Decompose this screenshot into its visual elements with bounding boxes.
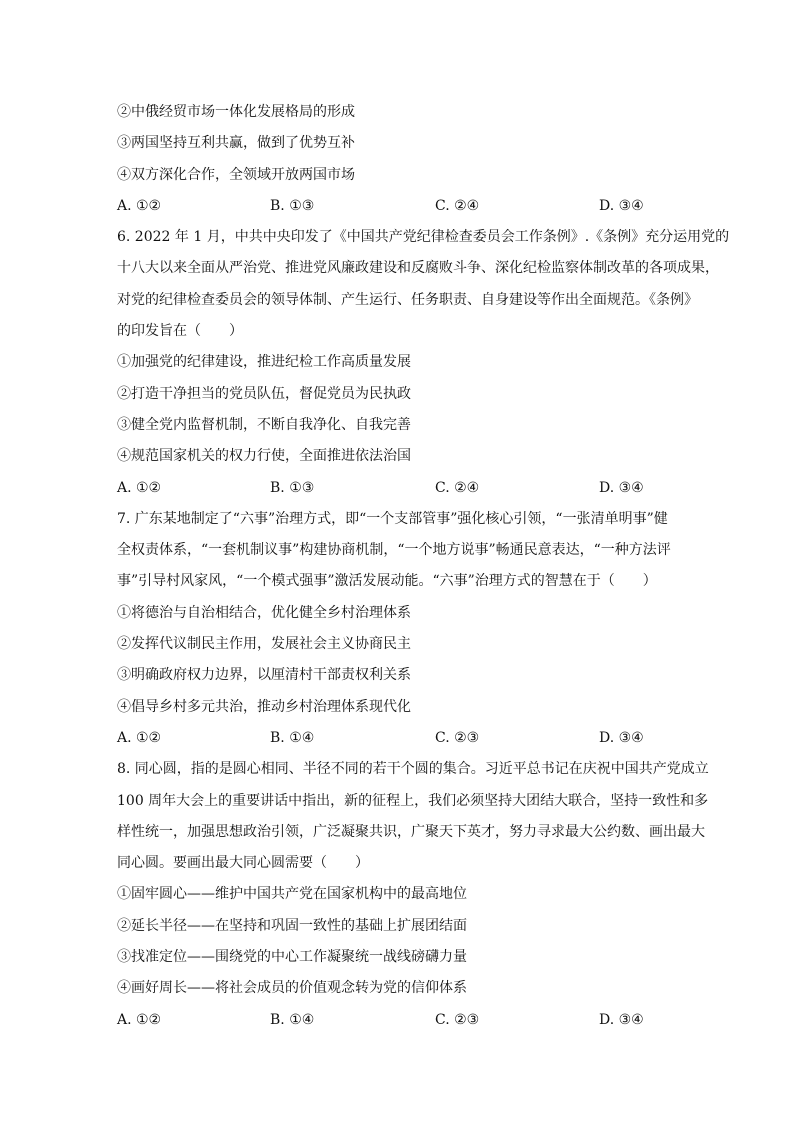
q6-option-d[interactable]: D. ③④ (599, 479, 644, 496)
q7-stem-line: 7. 广东某地制定了“六事”治理方式，即“一个支部管事”强化核心引领，“一张清单明事”健 (117, 510, 668, 527)
q6-statement-1: ①加强党的纪律建设，推进纪检工作高质量发展 (117, 354, 411, 371)
q6-options (117, 473, 717, 504)
q6-option-c[interactable]: C. ②④ (435, 479, 480, 496)
q6-stem-line: 的印发旨在（ ） (117, 323, 243, 340)
q8-stem-line: 8. 同心圆，指的是圆心相同、半径不同的若干个圆的集合。习近平总书记在庆祝中国共产党成立 (117, 761, 709, 778)
q6-option-a[interactable]: A. ①② (117, 479, 162, 496)
q7-stem-line: 事”引导村风家风，“一个模式强事”激活发展动能。“六事”治理方式的智慧在于（ ） (117, 573, 657, 590)
q8-statement-1: ①固牢圆心——维护中国共产党在国家机构中的最高地位 (117, 886, 467, 903)
q8-statement-3: ③找准定位——围绕党的中心工作凝聚统一战线磅礴力量 (117, 949, 467, 966)
q8-stem-line: 100 周年大会上的重要讲话中指出，新的征程上，我们必须坚持大团结大联合，坚持一致性和多 (117, 792, 709, 809)
q6-statement-4: ④规范国家机关的权力行使，全面推进依法治国 (117, 448, 411, 465)
q7-stem-line: 全权责体系，“一套机制议事”构建协商机制，“一个地方说事”畅通民意表达，“一种方法评 (117, 542, 671, 559)
q5-statement-2: ②中俄经贸市场一体化发展格局的形成 (117, 104, 355, 120)
q8-stem-line: 样性统一，加强思想政治引领，广泛凝聚共识，广聚天下英才，努力寻求最大公约数、画出最大 (117, 823, 705, 840)
q7-statement-1: ①将德治与自治相结合，优化健全乡村治理体系 (117, 604, 411, 621)
q6-statement-3: ③健全党内监督机制，不断自我净化、自我完善 (117, 416, 411, 433)
q7-option-a[interactable]: A. ①② (117, 729, 162, 746)
q7-option-b[interactable]: B. ①④ (270, 729, 315, 746)
exam-page (117, 97, 730, 1036)
q5-option-c[interactable]: C. ②④ (435, 197, 480, 214)
q7-option-c[interactable]: C. ②③ (435, 729, 480, 746)
q5-option-d[interactable]: D. ③④ (599, 197, 644, 214)
q7-statement-3: ③明确政府权力边界，以厘清村干部责权利关系 (117, 667, 411, 684)
q7-options (117, 723, 717, 754)
q6-option-b[interactable]: B. ①③ (270, 479, 315, 496)
q8-option-a[interactable]: A. ①② (117, 1011, 162, 1028)
q8-options (117, 1005, 717, 1036)
q5-options (117, 191, 717, 222)
q8-statement-4: ④画好周长——将社会成员的价值观念转为党的信仰体系 (117, 980, 467, 997)
q5-option-a[interactable]: A. ①② (117, 197, 162, 214)
q5-option-b[interactable]: B. ①③ (270, 197, 315, 214)
q5-statement-3: ③两国坚持互利共赢，做到了优势互补 (117, 135, 355, 152)
q6-stem-line: 对党的纪律检查委员会的领导体制、产生运行、任务职责、自身建设等作出全面规范。《条例》 (117, 291, 698, 308)
q6-statement-2: ②打造干净担当的党员队伍，督促党员为民执政 (117, 385, 411, 402)
q7-option-d[interactable]: D. ③④ (599, 729, 644, 746)
q5-statement-4: ④双方深化合作，全领域开放两国市场 (117, 166, 355, 183)
q8-option-d[interactable]: D. ③④ (599, 1011, 644, 1028)
q6-stem-line: 十八大以来全面从严治党、推进党风廉政建设和反腐败斗争、深化纪检监察体制改革的各项成果， (117, 260, 719, 277)
q8-stem-line: 同心圆。要画出最大同心圆需要（ ） (117, 855, 369, 872)
q8-option-c[interactable]: C. ②③ (435, 1011, 480, 1028)
q8-statement-2: ②延长半径——在坚持和巩固一致性的基础上扩展团结面 (117, 917, 467, 934)
q8-option-b[interactable]: B. ①④ (270, 1011, 315, 1028)
q7-statement-2: ②发挥代议制民主作用，发展社会主义协商民主 (117, 636, 411, 653)
q7-statement-4: ④倡导乡村多元共治，推动乡村治理体系现代化 (117, 698, 411, 715)
q6-stem-line: 6. 2022 年 1 月，中共中央印发了《中国共产党纪律检查委员会工作条例》.《条例》充分运用党的 (117, 229, 730, 246)
